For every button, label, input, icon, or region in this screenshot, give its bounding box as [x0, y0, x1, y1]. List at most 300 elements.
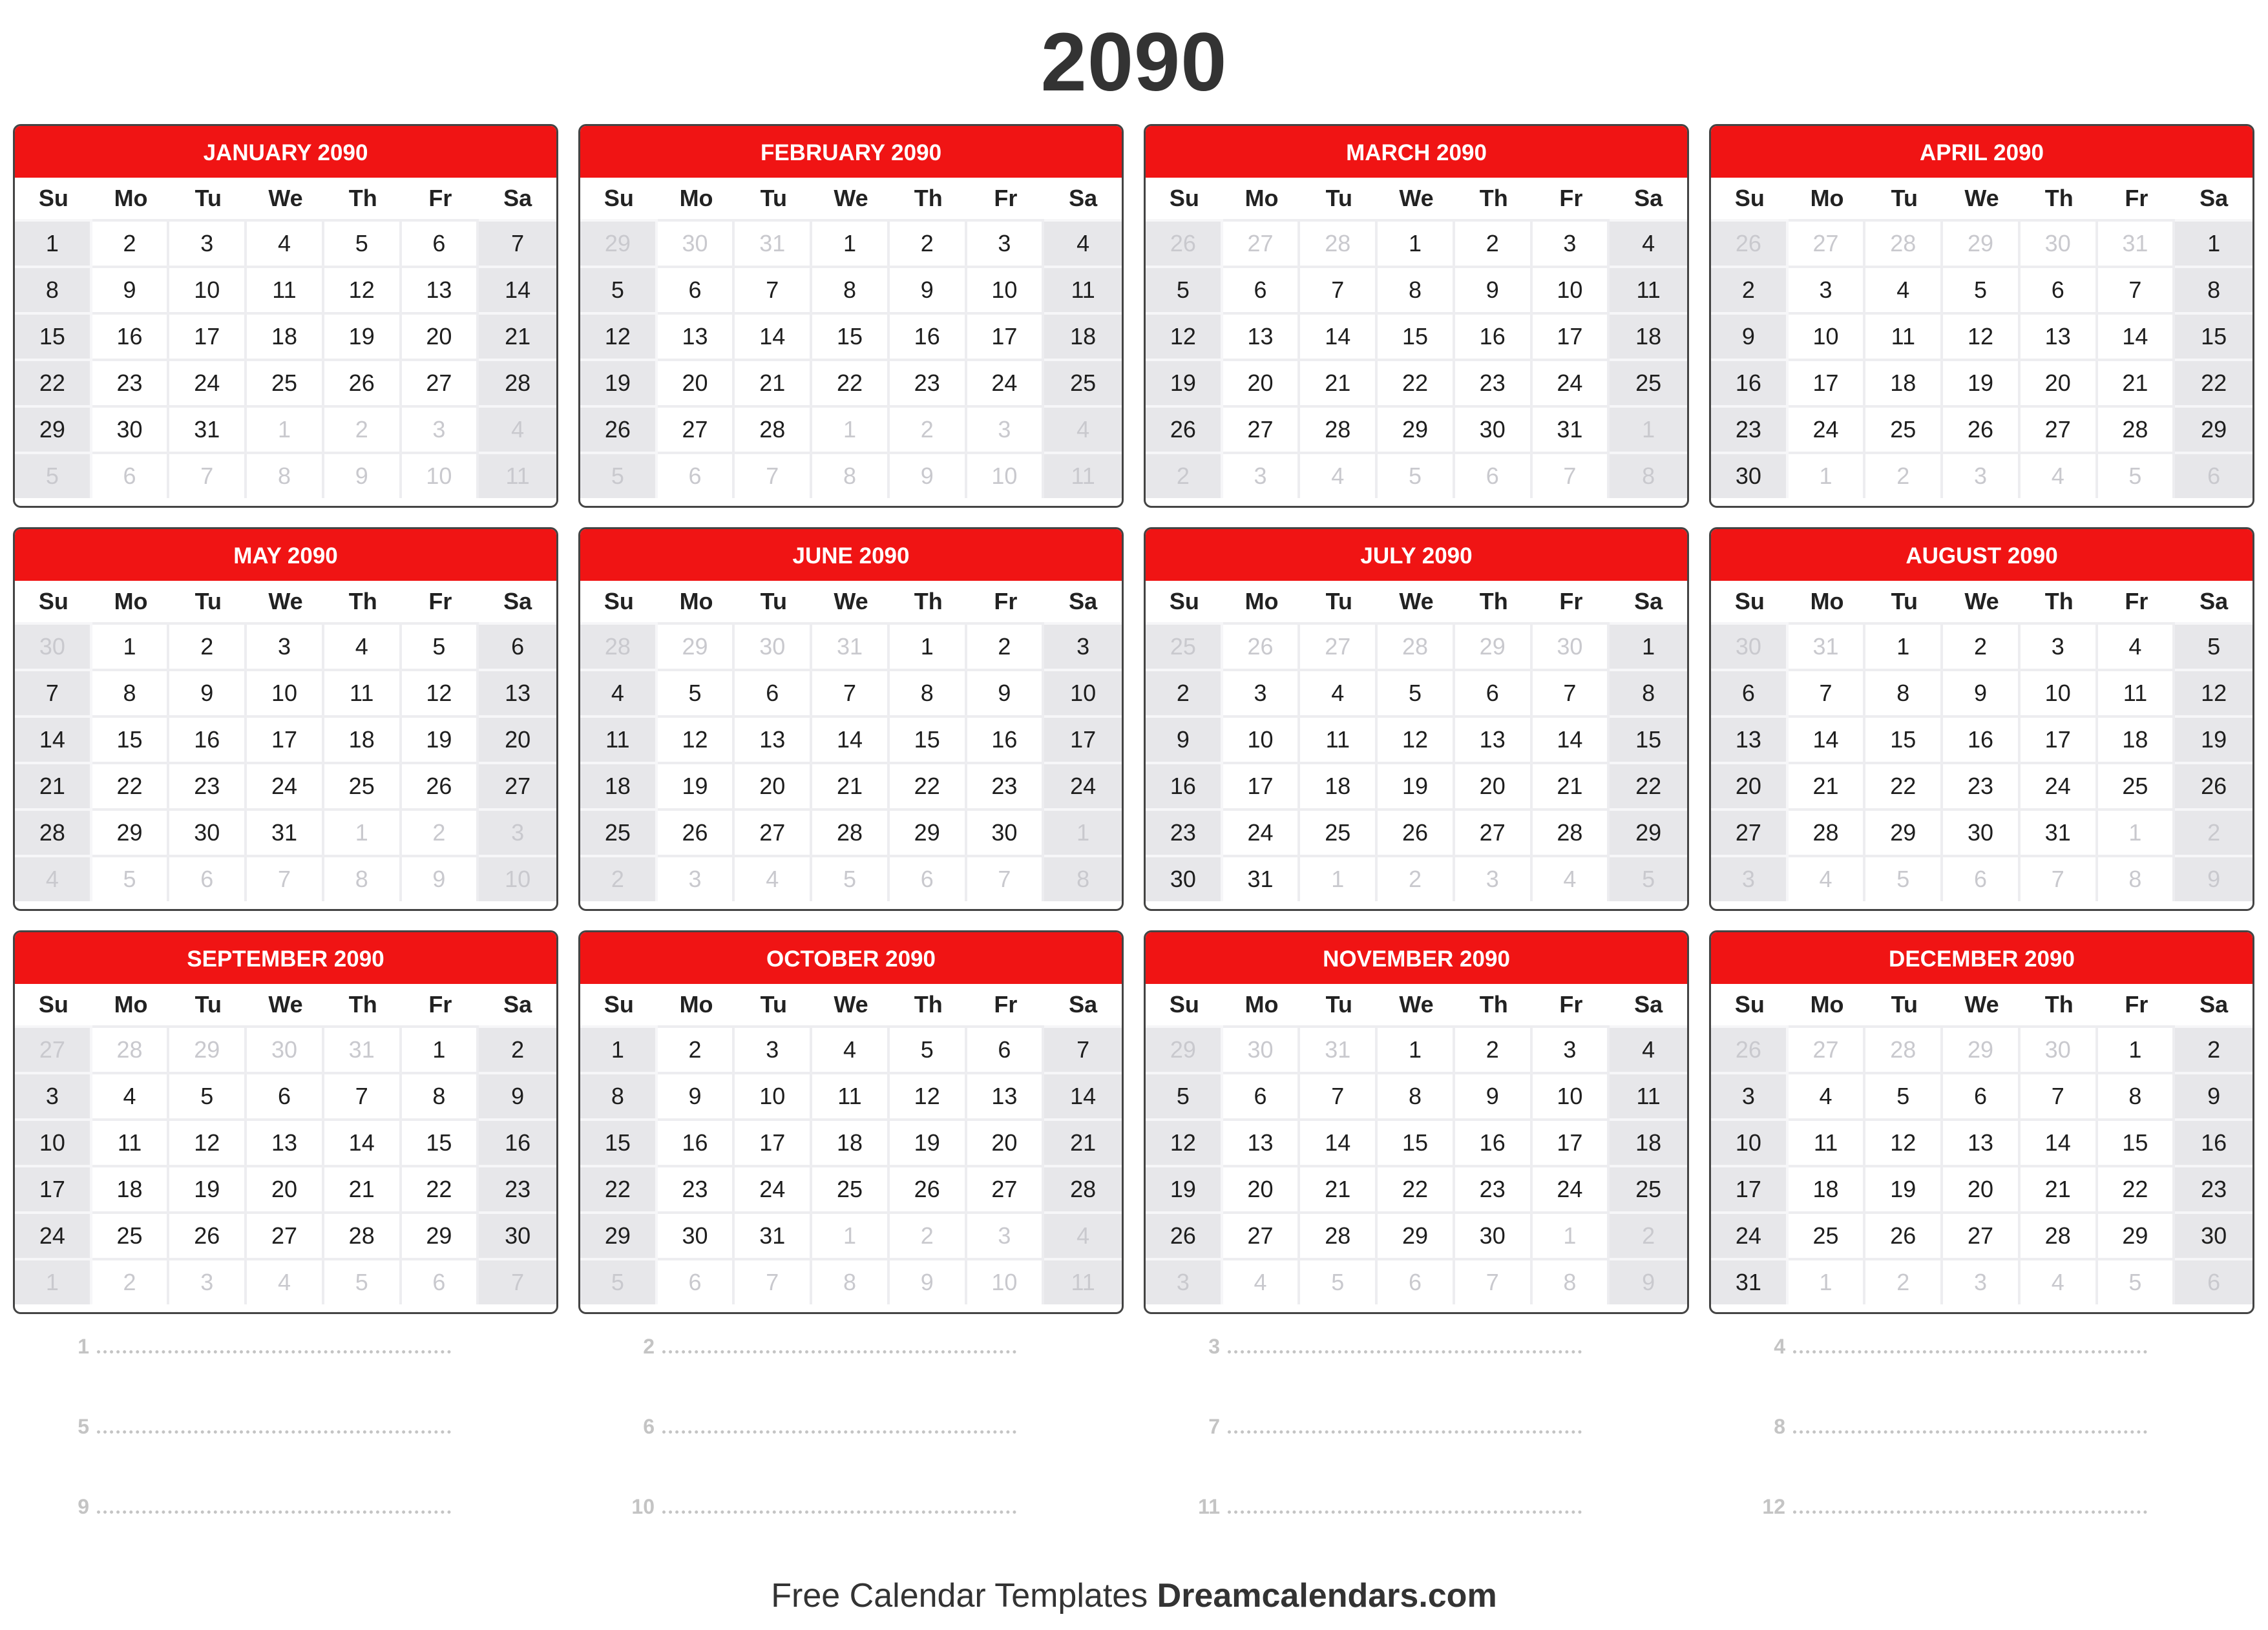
- adjacent-month-day: 3: [1943, 1258, 2021, 1304]
- day-cell: 23: [2175, 1165, 2252, 1211]
- day-cell: 10: [15, 1118, 92, 1165]
- day-cell: 28: [479, 359, 556, 405]
- weekday-label: Fr: [2125, 991, 2148, 1018]
- day-cell: 10: [169, 266, 247, 312]
- day-cell: 26: [402, 762, 479, 808]
- month-day-grid: [1711, 581, 2252, 901]
- adjacent-month-day: 2: [890, 405, 967, 452]
- adjacent-month-day: 2: [1610, 1211, 1687, 1258]
- day-cell: 10: [1044, 669, 1122, 715]
- day-cell: 18: [1865, 359, 1943, 405]
- day-cell: 23: [967, 762, 1045, 808]
- day-cell: 23: [1455, 1165, 1533, 1211]
- day-cell: 27: [967, 1165, 1045, 1211]
- day-cell: 11: [1789, 1118, 1866, 1165]
- day-cell: 2: [169, 622, 247, 669]
- day-cell: 30: [2175, 1211, 2252, 1258]
- note-line: [1741, 1494, 2147, 1520]
- weekday-label: Th: [1479, 991, 1508, 1018]
- weekday-label: Fr: [2125, 185, 2148, 211]
- day-cell: 5: [402, 622, 479, 669]
- weekday-label: Mo: [1810, 185, 1844, 211]
- day-cell: 6: [1223, 266, 1301, 312]
- day-cell: 7: [1533, 669, 1610, 715]
- weekday-label: Th: [2044, 185, 2074, 211]
- adjacent-month-day: 28: [1300, 219, 1378, 266]
- weekday-label: Sa: [1634, 991, 1663, 1018]
- day-cell: 9: [2175, 1072, 2252, 1118]
- day-cell: 28: [1789, 808, 1866, 855]
- note-dotted-line: [662, 1510, 1016, 1514]
- day-cell: 11: [1865, 312, 1943, 359]
- day-cell: 22: [890, 762, 967, 808]
- weekday-label: Tu: [194, 991, 222, 1018]
- month-title: MARCH 2090: [1146, 126, 1687, 178]
- month-title: JULY 2090: [1146, 529, 1687, 581]
- day-cell: 3: [1533, 1025, 1610, 1072]
- adjacent-month-day: 4: [735, 855, 812, 901]
- adjacent-month-day: 27: [15, 1025, 92, 1072]
- adjacent-month-day: 28: [1865, 219, 1943, 266]
- day-cell: 5: [169, 1072, 247, 1118]
- adjacent-month-day: 5: [812, 855, 890, 901]
- weekday-label: Sa: [2200, 991, 2229, 1018]
- weekday-label: Sa: [503, 991, 532, 1018]
- day-cell: 28: [15, 808, 92, 855]
- day-cell: 1: [2175, 219, 2252, 266]
- weekday-label: Su: [1734, 991, 1765, 1018]
- day-cell: 8: [812, 266, 890, 312]
- month-calendar: [1709, 124, 2254, 508]
- weekday-label: Sa: [1069, 185, 1098, 211]
- day-cell: 15: [15, 312, 92, 359]
- adjacent-month-day: 8: [247, 452, 324, 498]
- day-cell: 26: [890, 1165, 967, 1211]
- adjacent-month-day: 2: [580, 855, 658, 901]
- adjacent-month-day: 6: [890, 855, 967, 901]
- weekday-label: Mo: [679, 185, 713, 211]
- day-cell: 5: [1943, 266, 2021, 312]
- adjacent-month-day: 26: [1711, 1025, 1789, 1072]
- day-cell: 4: [1610, 1025, 1687, 1072]
- day-cell: 26: [1146, 1211, 1223, 1258]
- day-cell: 22: [2175, 359, 2252, 405]
- month-title: AUGUST 2090: [1711, 529, 2252, 581]
- day-cell: 22: [1378, 1165, 1455, 1211]
- day-cell: 2: [1146, 669, 1223, 715]
- day-cell: 25: [812, 1165, 890, 1211]
- day-cell: 4: [2098, 622, 2176, 669]
- day-cell: 17: [15, 1165, 92, 1211]
- weekday-label: We: [1399, 991, 1434, 1018]
- day-cell: 15: [2175, 312, 2252, 359]
- adjacent-month-day: 7: [1533, 452, 1610, 498]
- adjacent-month-day: 3: [1943, 452, 2021, 498]
- adjacent-month-day: 31: [735, 219, 812, 266]
- day-cell: 15: [1378, 1118, 1455, 1165]
- adjacent-month-day: 9: [890, 1258, 967, 1304]
- day-cell: 4: [1300, 669, 1378, 715]
- weekday-label: Th: [2044, 588, 2074, 614]
- weekday-label: Su: [1169, 991, 1199, 1018]
- day-cell: 22: [1378, 359, 1455, 405]
- note-dotted-line: [97, 1350, 451, 1353]
- adjacent-month-day: 8: [812, 1258, 890, 1304]
- adjacent-month-day: 7: [1455, 1258, 1533, 1304]
- day-cell: 24: [15, 1211, 92, 1258]
- day-cell: 27: [1223, 405, 1301, 452]
- day-cell: 14: [324, 1118, 402, 1165]
- day-cell: 27: [658, 405, 735, 452]
- adjacent-month-day: 4: [1044, 405, 1122, 452]
- weekday-label: Su: [38, 185, 68, 211]
- day-cell: 10: [1223, 715, 1301, 762]
- adjacent-month-day: 8: [1610, 452, 1687, 498]
- month-calendar: [1709, 527, 2254, 911]
- day-cell: 13: [2021, 312, 2098, 359]
- day-cell: 19: [402, 715, 479, 762]
- day-cell: 11: [1300, 715, 1378, 762]
- adjacent-month-day: 6: [658, 1258, 735, 1304]
- month-title: DECEMBER 2090: [1711, 932, 2252, 984]
- day-cell: 21: [735, 359, 812, 405]
- day-cell: 30: [169, 808, 247, 855]
- day-cell: 22: [1610, 762, 1687, 808]
- note-dotted-line: [1228, 1350, 1582, 1353]
- day-cell: 20: [658, 359, 735, 405]
- weekday-label: Mo: [1244, 588, 1279, 614]
- day-cell: 4: [1610, 219, 1687, 266]
- day-cell: 16: [1455, 312, 1533, 359]
- adjacent-month-day: 10: [967, 452, 1045, 498]
- adjacent-month-day: 3: [479, 808, 556, 855]
- weekday-label: Su: [1734, 185, 1765, 211]
- day-cell: 17: [2021, 715, 2098, 762]
- day-cell: 13: [479, 669, 556, 715]
- day-cell: 12: [580, 312, 658, 359]
- weekday-label: Th: [2044, 991, 2074, 1018]
- day-cell: 15: [1865, 715, 1943, 762]
- weekday-label: Tu: [1891, 185, 1918, 211]
- day-cell: 10: [967, 266, 1045, 312]
- day-cell: 21: [812, 762, 890, 808]
- adjacent-month-day: 5: [1300, 1258, 1378, 1304]
- day-cell: 20: [402, 312, 479, 359]
- day-cell: 16: [92, 312, 170, 359]
- month-title: OCTOBER 2090: [580, 932, 1122, 984]
- day-cell: 2: [967, 622, 1045, 669]
- day-cell: 14: [1300, 1118, 1378, 1165]
- weekday-label: Sa: [1634, 588, 1663, 614]
- adjacent-month-day: 4: [2021, 452, 2098, 498]
- day-cell: 3: [15, 1072, 92, 1118]
- day-cell: 5: [580, 266, 658, 312]
- day-cell: 16: [1943, 715, 2021, 762]
- weekday-label: Fr: [994, 991, 1018, 1018]
- day-cell: 21: [1044, 1118, 1122, 1165]
- day-cell: 17: [1044, 715, 1122, 762]
- day-cell: 16: [658, 1118, 735, 1165]
- adjacent-month-day: 3: [967, 1211, 1045, 1258]
- day-cell: 21: [2098, 359, 2176, 405]
- day-cell: 31: [169, 405, 247, 452]
- weekday-label: Th: [914, 991, 943, 1018]
- day-cell: 16: [2175, 1118, 2252, 1165]
- day-cell: 4: [1789, 1072, 1866, 1118]
- adjacent-month-day: 8: [2098, 855, 2176, 901]
- weekday-label: Th: [914, 185, 943, 211]
- day-cell: 18: [1300, 762, 1378, 808]
- day-cell: 2: [1455, 219, 1533, 266]
- day-cell: 27: [1455, 808, 1533, 855]
- adjacent-month-day: 30: [2021, 1025, 2098, 1072]
- day-cell: 5: [324, 219, 402, 266]
- month-title: JUNE 2090: [580, 529, 1122, 581]
- day-cell: 25: [580, 808, 658, 855]
- day-cell: 11: [247, 266, 324, 312]
- adjacent-month-day: 6: [92, 452, 170, 498]
- day-cell: 25: [1865, 405, 1943, 452]
- adjacent-month-day: 5: [324, 1258, 402, 1304]
- weekday-label: Tu: [194, 588, 222, 614]
- day-cell: 11: [324, 669, 402, 715]
- day-cell: 22: [1865, 762, 1943, 808]
- adjacent-month-day: 6: [2175, 452, 2252, 498]
- adjacent-month-day: 4: [247, 1258, 324, 1304]
- day-cell: 15: [1378, 312, 1455, 359]
- note-line: [1176, 1494, 1582, 1520]
- note-number: 11: [1198, 1494, 1220, 1518]
- day-cell: 14: [2021, 1118, 2098, 1165]
- adjacent-month-day: 11: [1044, 1258, 1122, 1304]
- day-cell: 19: [169, 1165, 247, 1211]
- day-cell: 25: [1789, 1211, 1866, 1258]
- weekday-label: Mo: [679, 588, 713, 614]
- adjacent-month-day: 5: [2098, 1258, 2176, 1304]
- weekday-label: Mo: [114, 185, 148, 211]
- adjacent-month-day: 6: [2175, 1258, 2252, 1304]
- adjacent-month-day: 26: [1146, 219, 1223, 266]
- note-number: 3: [1208, 1334, 1220, 1358]
- adjacent-month-day: 28: [1865, 1025, 1943, 1072]
- day-cell: 2: [1455, 1025, 1533, 1072]
- month-calendar: [1709, 930, 2254, 1314]
- adjacent-month-day: 30: [735, 622, 812, 669]
- day-cell: 28: [1533, 808, 1610, 855]
- day-cell: 29: [1378, 405, 1455, 452]
- month-day-grid: [580, 581, 1122, 901]
- day-cell: 7: [1044, 1025, 1122, 1072]
- weekday-label: Su: [38, 991, 68, 1018]
- day-cell: 8: [1865, 669, 1943, 715]
- day-cell: 12: [324, 266, 402, 312]
- day-cell: 21: [1533, 762, 1610, 808]
- day-cell: 20: [2021, 359, 2098, 405]
- weekday-label: Th: [1479, 185, 1508, 211]
- day-cell: 1: [2098, 1025, 2176, 1072]
- weekday-label: Fr: [428, 588, 452, 614]
- day-cell: 5: [890, 1025, 967, 1072]
- day-cell: 8: [1610, 669, 1687, 715]
- adjacent-month-day: 29: [1146, 1025, 1223, 1072]
- day-cell: 26: [1943, 405, 2021, 452]
- day-cell: 25: [1300, 808, 1378, 855]
- day-cell: 2: [92, 219, 170, 266]
- adjacent-month-day: 26: [1711, 219, 1789, 266]
- day-cell: 8: [2175, 266, 2252, 312]
- adjacent-month-day: 4: [1300, 452, 1378, 498]
- weekday-label: Mo: [1810, 991, 1844, 1018]
- weekday-label: Fr: [428, 991, 452, 1018]
- month-day-grid: [580, 984, 1122, 1304]
- day-cell: 3: [1789, 266, 1866, 312]
- day-cell: 29: [1610, 808, 1687, 855]
- adjacent-month-day: 31: [2098, 219, 2176, 266]
- weekday-label: We: [1399, 185, 1434, 211]
- day-cell: 3: [1533, 219, 1610, 266]
- day-cell: 6: [402, 219, 479, 266]
- weekday-label: Tu: [760, 185, 787, 211]
- month-day-grid: [1711, 178, 2252, 498]
- day-cell: 16: [1146, 762, 1223, 808]
- day-cell: 17: [247, 715, 324, 762]
- weekday-label: Sa: [503, 588, 532, 614]
- day-cell: 24: [247, 762, 324, 808]
- day-cell: 12: [2175, 669, 2252, 715]
- day-cell: 5: [1865, 1072, 1943, 1118]
- weekday-label: We: [268, 185, 303, 211]
- day-cell: 28: [2098, 405, 2176, 452]
- day-cell: 19: [1146, 1165, 1223, 1211]
- weekday-label: Th: [348, 991, 377, 1018]
- adjacent-month-day: 9: [402, 855, 479, 901]
- day-cell: 14: [15, 715, 92, 762]
- adjacent-month-day: 9: [2175, 855, 2252, 901]
- day-cell: 26: [2175, 762, 2252, 808]
- adjacent-month-day: 8: [812, 452, 890, 498]
- day-cell: 13: [1455, 715, 1533, 762]
- day-cell: 20: [735, 762, 812, 808]
- day-cell: 13: [1711, 715, 1789, 762]
- day-cell: 3: [2021, 622, 2098, 669]
- month-calendar: [1144, 527, 1689, 911]
- month-calendar: [13, 124, 558, 508]
- day-cell: 30: [479, 1211, 556, 1258]
- note-line: [611, 1494, 1016, 1520]
- adjacent-month-day: 5: [92, 855, 170, 901]
- adjacent-month-day: 30: [247, 1025, 324, 1072]
- month-day-grid: [15, 581, 556, 901]
- adjacent-month-day: 1: [812, 1211, 890, 1258]
- day-cell: 25: [1610, 1165, 1687, 1211]
- weekday-label: Tu: [194, 185, 222, 211]
- day-cell: 12: [1378, 715, 1455, 762]
- day-cell: 11: [812, 1072, 890, 1118]
- month-title: MAY 2090: [15, 529, 556, 581]
- day-cell: 23: [890, 359, 967, 405]
- day-cell: 8: [2098, 1072, 2176, 1118]
- day-cell: 7: [479, 219, 556, 266]
- month-calendar: [13, 527, 558, 911]
- day-cell: 11: [1610, 1072, 1687, 1118]
- day-cell: 31: [735, 1211, 812, 1258]
- day-cell: 29: [15, 405, 92, 452]
- month-calendar: [578, 124, 1124, 508]
- footer: [0, 1576, 2268, 1615]
- day-cell: 14: [812, 715, 890, 762]
- day-cell: 23: [169, 762, 247, 808]
- adjacent-month-day: 30: [1533, 622, 1610, 669]
- day-cell: 5: [1378, 669, 1455, 715]
- weekday-label: Th: [1479, 588, 1508, 614]
- day-cell: 31: [247, 808, 324, 855]
- day-cell: 8: [890, 669, 967, 715]
- weekday-label: Th: [914, 588, 943, 614]
- day-cell: 18: [1044, 312, 1122, 359]
- day-cell: 21: [2021, 1165, 2098, 1211]
- day-cell: 28: [1300, 405, 1378, 452]
- adjacent-month-day: 30: [15, 622, 92, 669]
- day-cell: 19: [1146, 359, 1223, 405]
- month-title: NOVEMBER 2090: [1146, 932, 1687, 984]
- day-cell: 6: [735, 669, 812, 715]
- day-cell: 30: [1455, 405, 1533, 452]
- day-cell: 18: [812, 1118, 890, 1165]
- day-cell: 27: [247, 1211, 324, 1258]
- day-cell: 6: [2021, 266, 2098, 312]
- day-cell: 23: [1943, 762, 2021, 808]
- adjacent-month-day: 5: [2098, 452, 2176, 498]
- day-cell: 19: [580, 359, 658, 405]
- weekday-label: Fr: [428, 185, 452, 211]
- day-cell: 24: [1223, 808, 1301, 855]
- weekday-label: Tu: [1325, 185, 1352, 211]
- day-cell: 4: [580, 669, 658, 715]
- day-cell: 31: [1223, 855, 1301, 901]
- weekday-label: Su: [1169, 588, 1199, 614]
- day-cell: 15: [812, 312, 890, 359]
- adjacent-month-day: 6: [658, 452, 735, 498]
- weekday-label: Su: [604, 588, 634, 614]
- adjacent-month-day: 7: [2021, 855, 2098, 901]
- day-cell: 20: [1711, 762, 1789, 808]
- day-cell: 24: [1533, 359, 1610, 405]
- day-cell: 12: [1865, 1118, 1943, 1165]
- day-cell: 9: [1455, 266, 1533, 312]
- adjacent-month-day: 1: [1789, 1258, 1866, 1304]
- weekday-label: Th: [348, 588, 377, 614]
- day-cell: 26: [580, 405, 658, 452]
- weekday-label: Mo: [114, 588, 148, 614]
- weekday-label: Tu: [1891, 991, 1918, 1018]
- day-cell: 1: [15, 219, 92, 266]
- day-cell: 27: [402, 359, 479, 405]
- day-cell: 6: [247, 1072, 324, 1118]
- day-cell: 14: [1044, 1072, 1122, 1118]
- day-cell: 22: [92, 762, 170, 808]
- day-cell: 10: [247, 669, 324, 715]
- day-cell: 17: [1789, 359, 1866, 405]
- day-cell: 9: [658, 1072, 735, 1118]
- adjacent-month-day: 2: [1146, 452, 1223, 498]
- day-cell: 19: [1865, 1165, 1943, 1211]
- day-cell: 25: [247, 359, 324, 405]
- day-cell: 17: [1711, 1165, 1789, 1211]
- day-cell: 23: [1455, 359, 1533, 405]
- adjacent-month-day: 10: [479, 855, 556, 901]
- weekday-label: Tu: [760, 991, 787, 1018]
- day-cell: 13: [1223, 1118, 1301, 1165]
